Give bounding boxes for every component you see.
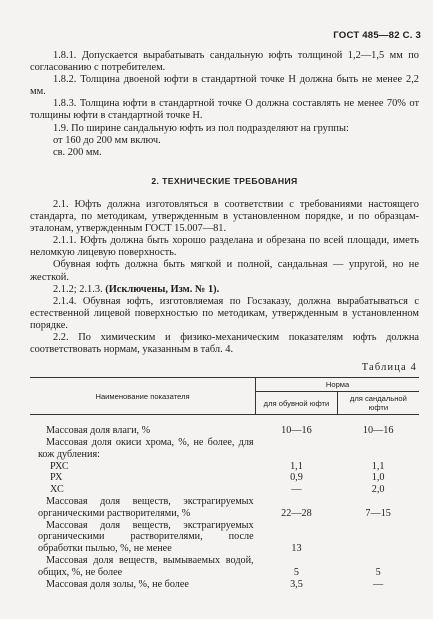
sandal-value-cell: — — [373, 578, 384, 590]
shoe-value-cell: 0,9 — [290, 472, 303, 484]
excluded-ref: 2.1.2; 2.1.3. — [53, 283, 103, 295]
excluded-note: (Исключены, Изм. № 1). — [105, 283, 220, 295]
row-name-cell: Массовая доля окиси хрома, %, не более, для кож дубления: — [38, 437, 254, 460]
table-row — [30, 415, 419, 437]
document-body — [30, 50, 419, 590]
paragraph: 1.8.3. Толщина юфти в стандартной точке O должна составлять не менее 70% от толщины юфти в стандартной точке H. — [30, 98, 419, 122]
sandal-value-cell: 1,1 — [371, 460, 385, 472]
table-row — [30, 437, 419, 461]
group-item: св. 200 мм. — [53, 146, 102, 158]
shoe-value-cell: — — [291, 484, 302, 496]
table-label: Таблица 4 — [361, 362, 417, 374]
sandal-value-cell: 10—16 — [362, 425, 394, 437]
column-header-norm: Норма — [256, 378, 419, 392]
shoe-value-cell — [256, 437, 338, 461]
sandal-value-cell: 5 — [375, 566, 381, 578]
paragraph: Обувная юфть должна быть мягкой и полной, сандальная — упругой, но не жесткой. — [30, 259, 419, 283]
row-name-cell: РХС — [50, 460, 69, 472]
table-row — [30, 555, 419, 579]
row-name-cell: Массовая доля влаги, % — [46, 425, 151, 437]
row-name-cell: Массовая доля веществ, вымываемых водой, общих, %, не более — [38, 555, 254, 578]
paragraph: 1.9. По ширине сандальную юфть из пол подразделяют на группы: — [53, 122, 349, 134]
norms-table — [30, 377, 419, 590]
row-name-cell: Массовая доля золы, %, не более — [46, 578, 189, 590]
row-name-cell: Массовая доля веществ, экстрагируемых органическими растворителями, после обработки пылью, %, не менее — [38, 519, 254, 555]
excluded-clause — [30, 284, 419, 296]
paragraph: 1.8.1. Допускается вырабатывать сандальную юфть толщиной 1,2—1,5 мм по согласованию с потребителем. — [30, 50, 419, 74]
shoe-value-cell: 10—16 — [281, 425, 312, 437]
paragraph: 2.2. По химическим и физико-механическим показателям юфть должна соответствовать нормам, указанным в табл. 4. — [30, 331, 419, 356]
table-row — [30, 484, 419, 496]
sandal-value-cell: 7—15 — [365, 507, 391, 519]
shoe-value-cell: 13 — [291, 543, 302, 555]
table-row — [30, 472, 419, 484]
sandal-value-cell — [337, 437, 419, 461]
sandal-value-cell: 1,0 — [371, 472, 385, 484]
group-item: от 160 до 200 мм включ. — [53, 134, 161, 146]
row-name-cell: РХ — [50, 472, 63, 484]
section-title: 2. ТЕХНИЧЕСКИЕ ТРЕБОВАНИЯ — [151, 175, 298, 186]
table-row — [30, 461, 419, 473]
table-row — [30, 520, 419, 555]
column-header-sandal: для сандальной юфти — [337, 392, 419, 415]
column-header-name: Наименование показателя — [30, 378, 256, 415]
shoe-value-cell: 22—28 — [281, 507, 312, 519]
sandal-value-cell — [337, 520, 419, 555]
sandal-value-cell: 2,0 — [371, 484, 385, 496]
paragraph: 2.1.1. Юфть должна быть хорошо разделана и обрезана по всей площади, иметь неломкую лицевую поверхность. — [30, 235, 419, 259]
table-row — [30, 496, 419, 520]
paragraph: 1.8.2. Толщина двоеной юфти в стандартной точке H должна быть не менее 2,2 мм. — [30, 74, 419, 98]
shoe-value-cell: 3,5 — [290, 578, 303, 590]
column-header-shoe: для обувной юфти — [256, 392, 338, 415]
table-row — [30, 579, 419, 591]
page-header: ГОСТ 485—82 С. 3 — [333, 30, 421, 41]
paragraph: 2.1. Юфть должна изготовляться в соответствии с требованиями настоящего стандарта, по методикам, утвержденным в установленном порядке, и по образцам-эталонам, утвержденным ГОСТ 15.007—81. — [30, 198, 419, 235]
shoe-value-cell: 5 — [293, 566, 299, 578]
paragraph: 2.1.4. Обувная юфть, изготовляемая по Госзаказу, должна вырабатываться с естественной лицевой поверхностью по методикам, утвержденным в установленном порядке. — [30, 295, 419, 331]
shoe-value-cell: 1,1 — [290, 460, 303, 472]
row-name-cell: ХС — [50, 484, 64, 496]
row-name-cell: Массовая доля веществ, экстрагируемых органическими растворителями, % — [38, 496, 254, 519]
